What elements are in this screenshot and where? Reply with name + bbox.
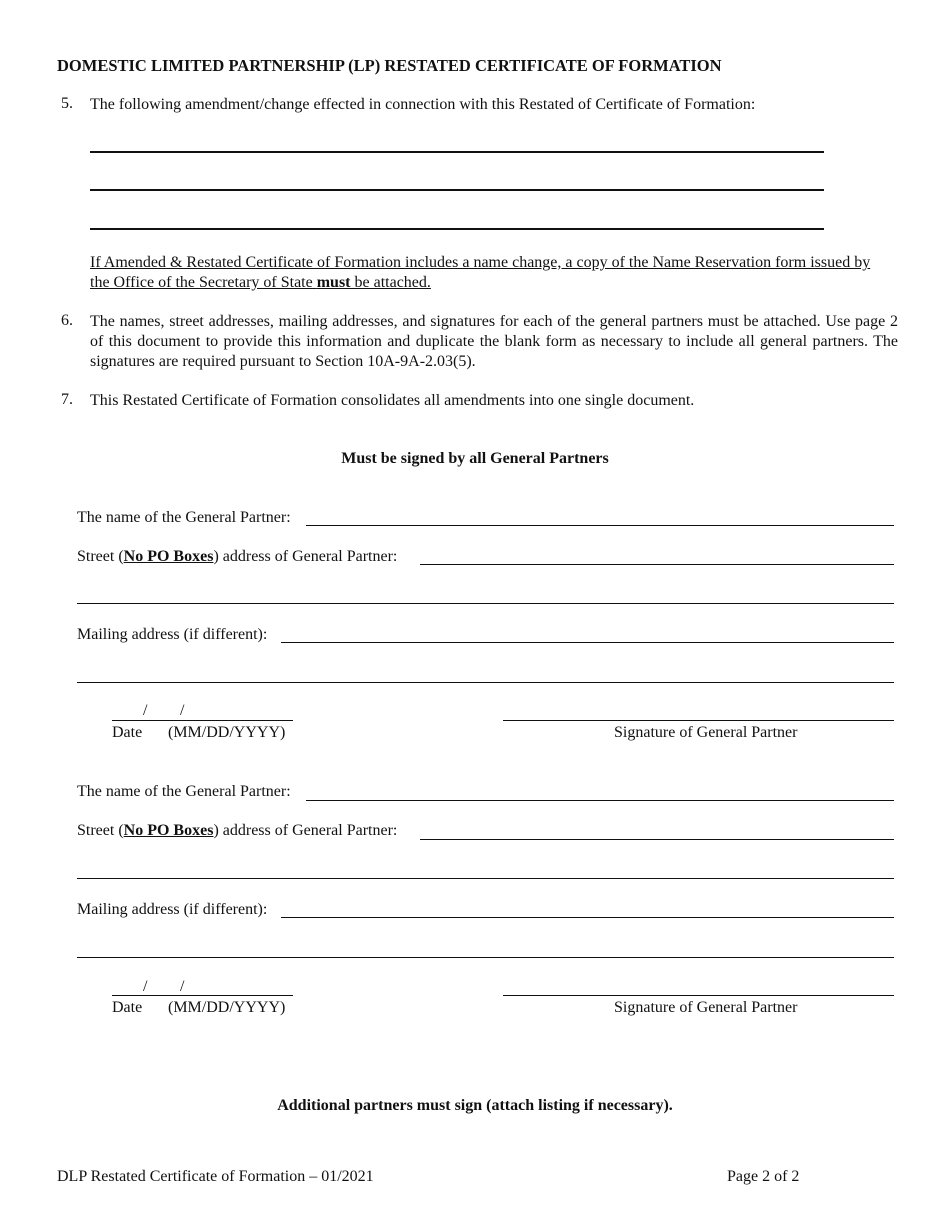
date-format-label: (MM/DD/YYYY) [168,999,286,1016]
item-6-number: 6. [61,312,73,329]
partner-name-field[interactable] [306,800,894,801]
amendment-line-2[interactable] [90,189,824,191]
street-suffix: ) address of General Partner: [213,822,398,839]
signature-field[interactable] [503,995,894,996]
item-5-number: 5. [61,95,73,112]
street-suffix: ) address of General Partner: [213,548,398,565]
date-slash-2: / [180,978,185,995]
mailing-address-field-line-2[interactable] [77,682,894,683]
item-7-text: This Restated Certificate of Formation consolidates all amendments into one single document. [90,392,695,409]
partner-name-label: The name of the General Partner: [77,783,291,800]
date-slash-2: / [180,702,185,719]
footer-page-number: Page 2 of 2 [727,1168,800,1185]
street-address-label [77,822,397,840]
signature-field[interactable] [503,720,894,721]
document-title: DOMESTIC LIMITED PARTNERSHIP (LP) RESTATED CERTIFICATE OF FORMATION [57,56,722,75]
item-7-number: 7. [61,391,73,408]
no-po-boxes-emphasis: No PO Boxes [123,822,214,839]
street-address-field-line-2[interactable] [77,878,894,879]
date-label: Date [112,724,143,741]
no-po-boxes-emphasis: No PO Boxes [123,548,214,565]
mailing-address-field-line-2[interactable] [77,957,894,958]
additional-partners-note: Additional partners must sign (attach listing if necessary). [277,1097,673,1114]
item-6-text: The names, street addresses, mailing addresses, and signatures for each of the general partners must be attached. Use page 2 of this document to provide this information and duplicate the blank form as necessary to include all general partners. The signatures are required pursuant to Section 10A-9A-2.03(5). [90,313,898,370]
mailing-address-label: Mailing address (if different): [77,901,268,918]
signature-label: Signature of General Partner [614,724,798,741]
street-address-label [77,548,397,566]
date-label: Date [112,999,143,1016]
street-prefix: Street ( [77,822,124,839]
note-text-after: be attached. [350,274,431,291]
street-prefix: Street ( [77,548,124,565]
date-field[interactable] [112,720,293,721]
footer-form-name: DLP Restated Certificate of Formation – 01/2021 [57,1168,374,1185]
note-emphasis: must [316,274,351,291]
name-change-note [90,253,880,293]
signature-label: Signature of General Partner [614,999,798,1016]
date-format-label: (MM/DD/YYYY) [168,724,286,741]
partner-name-label: The name of the General Partner: [77,509,291,526]
partner-name-field[interactable] [306,525,894,526]
date-slash-1: / [143,978,148,995]
mailing-address-label: Mailing address (if different): [77,626,268,643]
signature-section-heading: Must be signed by all General Partners [341,450,609,467]
mailing-address-field[interactable] [281,917,894,918]
item-5-text: The following amendment/change effected in connection with this Restated of Certificate of Formation: [90,96,756,113]
street-address-field[interactable] [420,839,894,840]
amendment-line-1[interactable] [90,151,824,153]
street-address-field-line-2[interactable] [77,603,894,604]
street-address-field[interactable] [420,564,894,565]
mailing-address-field[interactable] [281,642,894,643]
note-text-before: If Amended & Restated Certificate of Formation includes a name change, a copy of the Name Reservation form issued by the Office of the Secretary of State [90,254,871,291]
date-field[interactable] [112,995,293,996]
date-slash-1: / [143,702,148,719]
amendment-line-3[interactable] [90,228,824,230]
